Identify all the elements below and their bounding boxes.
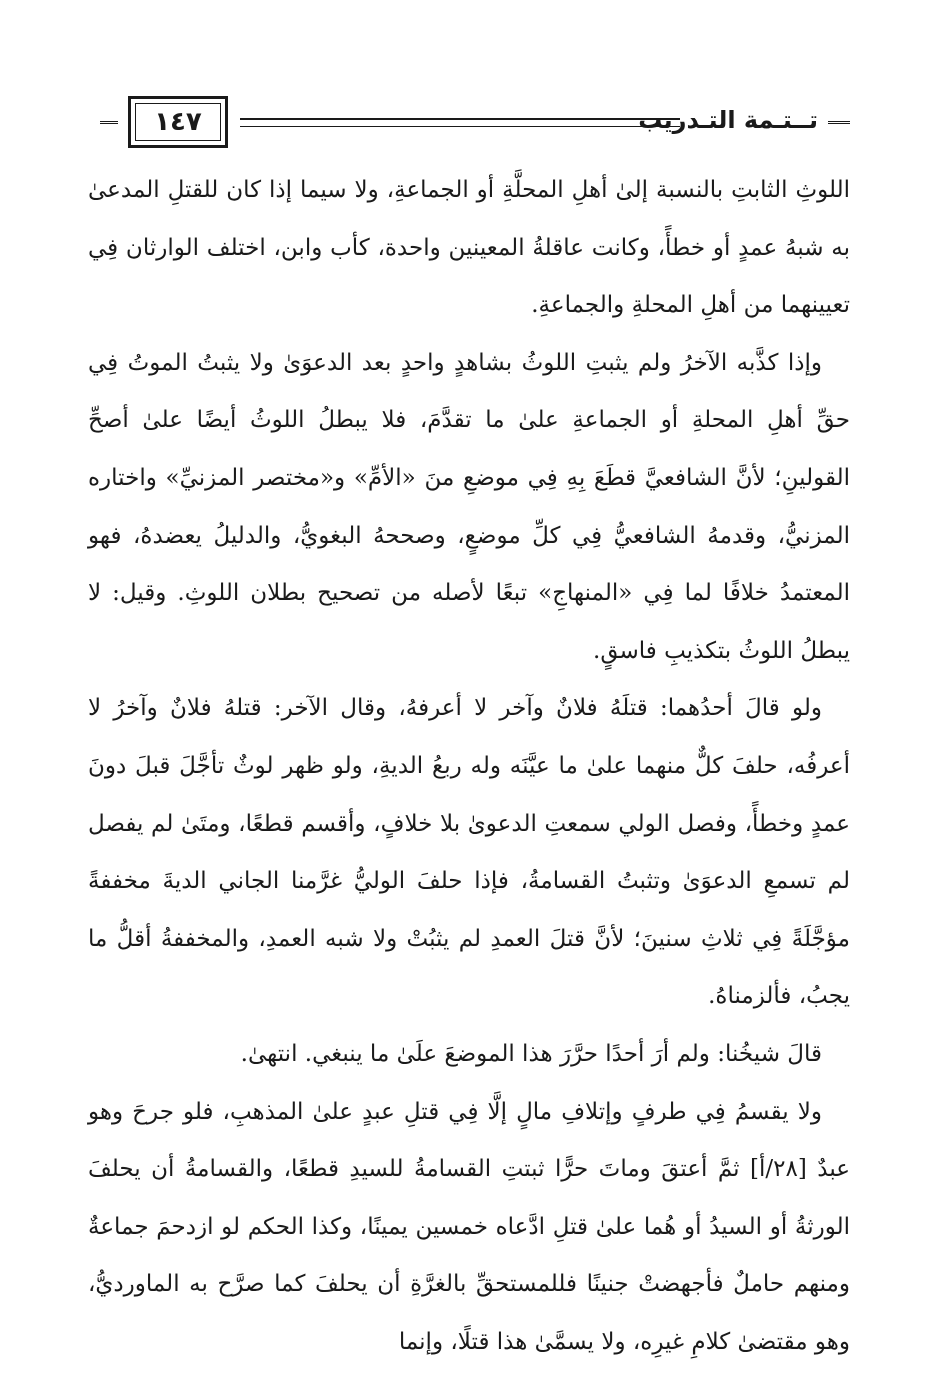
paragraph-4: قالَ شيخُنا: ولم أرَ أحدًا حرَّرَ هذا الموضعَ علَىٰ ما ينبغي. انتهىٰ. [240, 1040, 822, 1067]
paragraph-5: ولا يقسمُ فِي طرفٍ وإتلافِ مالٍ إلَّا فِي قتلِ عبدٍ علىٰ المذهبِ، فلو جرحَ وهو عبدٌ [٢٨/أ] ثمَّ أعتقَ وماتَ حرًّا ثبتتِ القسامةُ للسيدِ قطعًا، والقسامةُ أن يحلفَ الورثةُ أو السيدُ أو هُما علىٰ قتلِ ادَّعاه خمسين يمينًا، وكذا الحكم لو ازدحمَ جماعةٌ ومنهم حاملٌ فأجهضتْ جنينًا فللمستحقِّ بالغرَّةِ أن يحلفَ كما صرَّح به الماورديُّ، وهو مقتضىٰ كلامِ غيرِه، ولا يسمَّىٰ هذا قتلًا، وإنما [88, 1098, 850, 1355]
header-ornament-left [100, 121, 118, 124]
page-number: ١٤٧ [135, 103, 221, 141]
page-body [88, 162, 850, 1371]
header-title: تــتـمة التـدريب [634, 106, 822, 134]
header-ornament-right [828, 121, 850, 124]
paragraph-1: اللوثِ الثابتِ بالنسبة إلىٰ أهلِ المحلَّةِ أو الجماعةِ، ولا سيما إذا كان للقتلِ المدعىٰ به شبهُ عمدٍ أو خطأً، وكانت عاقلةُ المعينين واحدة، كأب وابن، اختلف الوارثان فِي تعيينهما من أهلِ المحلةِ والجماعةِ. [88, 177, 850, 319]
page-number-frame [128, 96, 228, 148]
header-rule [240, 118, 680, 127]
running-header [100, 96, 850, 156]
paragraph-2: وإذا كذَّبه الآخرُ ولم يثبتِ اللوثُ بشاهدٍ واحدٍ بعد الدعوَىٰ ولا يثبتُ الموتُ فِي حقِّ أهلِ المحلةِ أو الجماعةِ علىٰ ما تقدَّمَ، فلا يبطلُ اللوثُ أيضًا علىٰ أصحِّ القولينِ؛ لأنَّ الشافعيَّ قطَعَ بِهِ فِي موضعِ منَ «الأمِّ» و«مختصر المزنيِّ» واختاره المزنيُّ، وقدمهُ الشافعيُّ فِي كلِّ موضعٍ، وصححهُ البغويُّ، والدليلُ يعضدهُ، فهو المعتمدُ خلافًا لما فِي «المنهاجِ» تبعًا لأصله من تصحيح بطلان اللوثِ. وقيل: لا يبطلُ اللوثُ بتكذيبِ فاسقٍ. [88, 349, 850, 664]
paragraph-3: ولو قالَ أحدُهما: قتلَهُ فلانٌ وآخر لا أعرفهُ، وقال الآخر: قتلهُ فلانٌ وآخرُ لا أعرفُه، حلفَ كلٌّ منهما علىٰ ما عيَّنَه وله ربعُ الديةِ، ولو ظهر لوثٌ تأجَّلَ قبلَ دونَ عمدٍ وخطأً، وفصل الولي سمعتِ الدعوىٰ بلا خلافٍ، وأقسم قطعًا، ومتَىٰ لم يفصل لم تسمعِ الدعوَىٰ وتثبتُ القسامةُ، فإذا حلفَ الوليُّ غرَّمنا الجاني الديةَ مخففةً مؤجَّلَةً فِي ثلاثِ سنينَ؛ لأنَّ قتلَ العمدِ لم يثبُتْ ولا شبه العمدِ، والمخففةُ أقلُّ ما يجبُ، فألزمناهُ. [88, 695, 850, 1010]
